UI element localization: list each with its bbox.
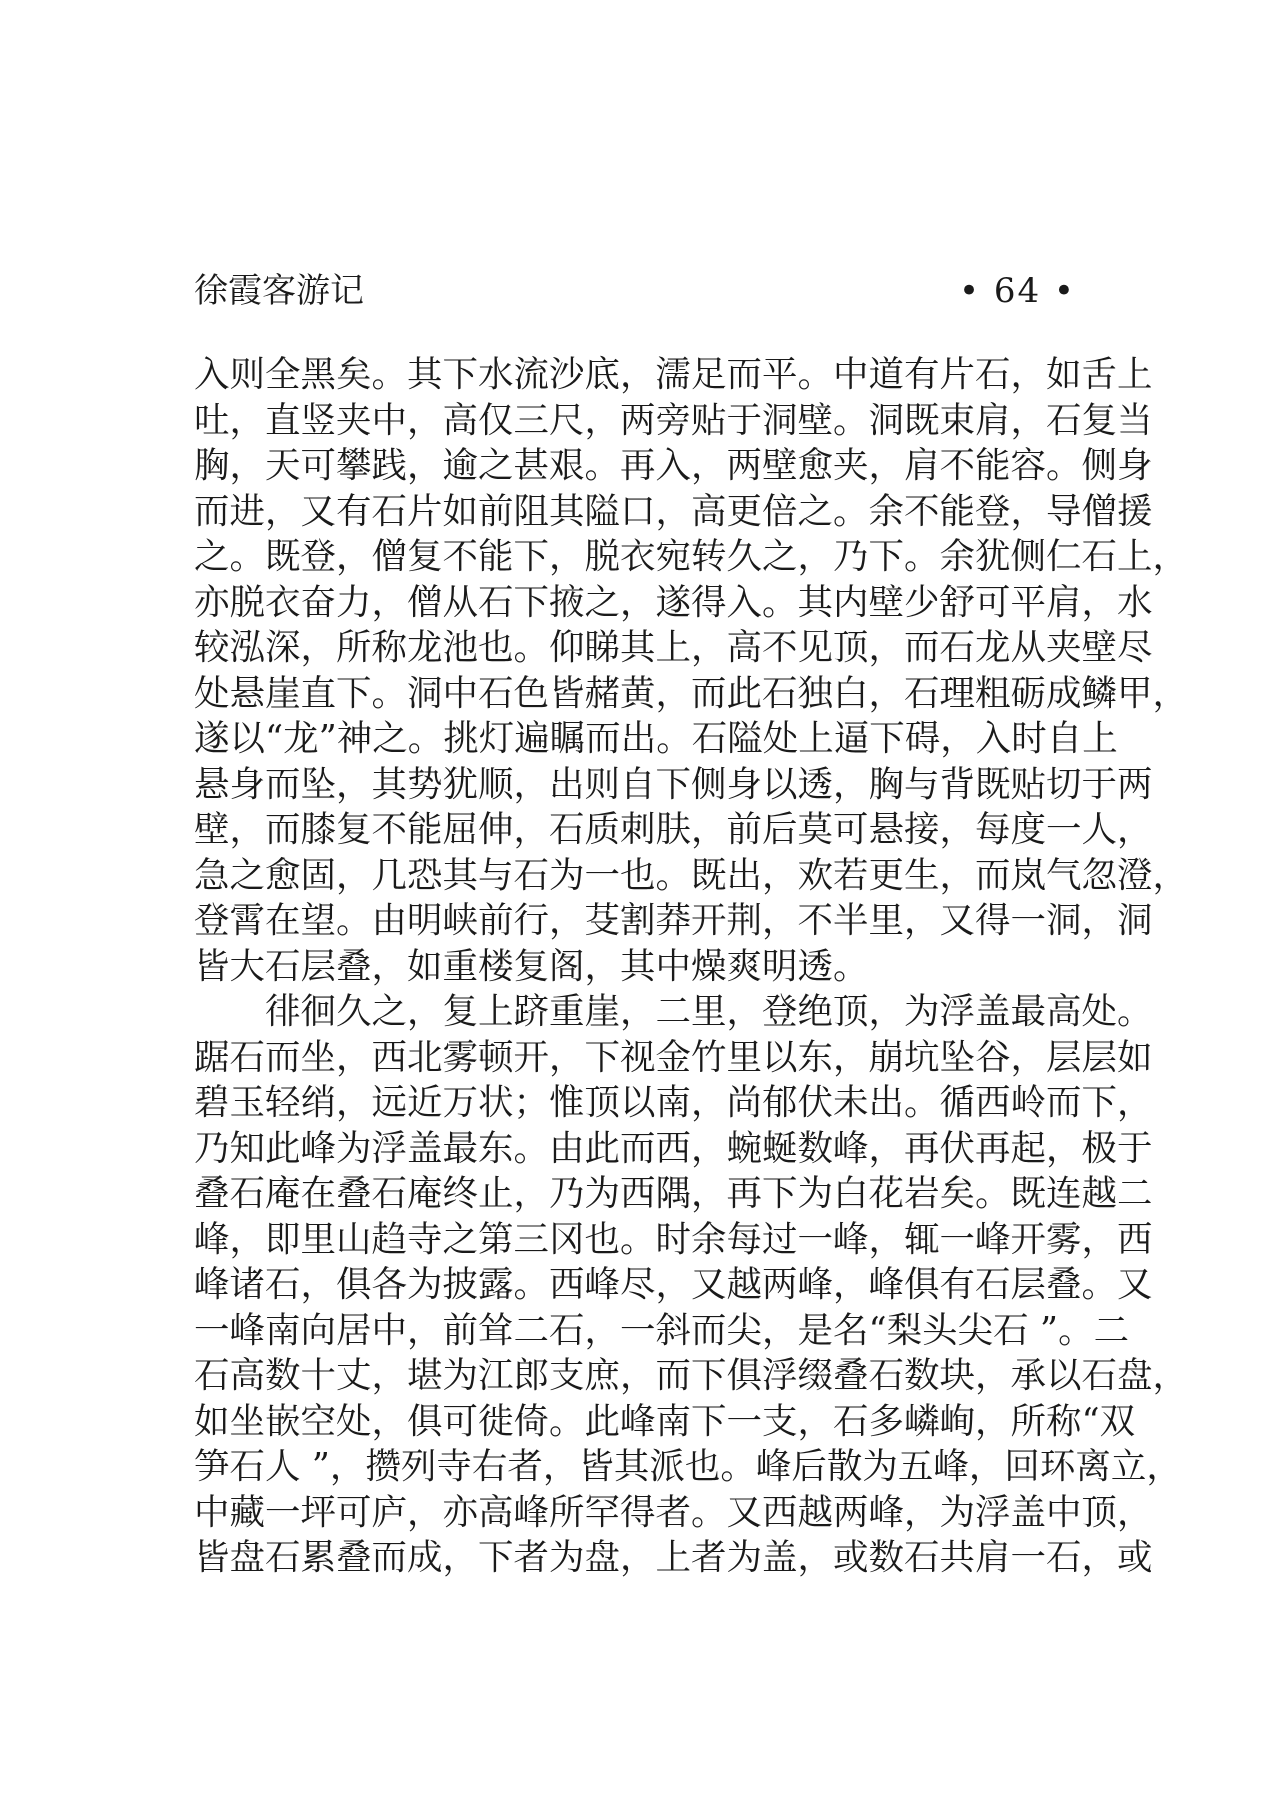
text-line: 乃知此峰为浮盖最东。由此而西，蜿蜒数峰，再伏再起，极于 bbox=[194, 1127, 1153, 1169]
text-line: 胸，天可攀践，逾之甚艰。再入，两壁愈夹，肩不能容。侧身 bbox=[194, 445, 1153, 486]
text-line: 亦脱衣奋力，僧从石下掖之，遂得入。其内壁少舒可平肩，水 bbox=[194, 581, 1153, 623]
text-line: 处悬崖直下。洞中石色皆赭黄，而此石独白，石理粗砺成鳞甲， bbox=[194, 672, 1189, 714]
text-line: 入则全黑矣。其下水流沙底，濡足而平。中道有片石，如舌上 bbox=[194, 354, 1153, 395]
text-line: 吐，直竖夹中，高仅三尺，两旁贴于洞壁。洞既束肩，石复当 bbox=[194, 399, 1153, 441]
text-line: 登霄在望。由明峡前行，芟割莽开荆，不半里，又得一洞，洞 bbox=[194, 900, 1153, 941]
book-title: 徐霞客游记 bbox=[194, 271, 364, 311]
text-line: 皆大石层叠，如重楼复阁，其中燥爽明透。 bbox=[194, 945, 869, 987]
paragraph-start-line: 徘徊久之，复上跻重崖，二里，登绝顶，为浮盖最高处。 bbox=[194, 991, 1153, 1032]
text-line: 悬身而坠，其势犹顺，出则自下侧身以透，胸与背既贴切于两 bbox=[194, 763, 1153, 805]
text-line: 皆盘石累叠而成，下者为盘，上者为盖，或数石共肩一石，或 bbox=[194, 1537, 1153, 1578]
text-line: 叠石庵在叠石庵终止，乃为西隅，再下为白花岩矣。既连越二 bbox=[194, 1173, 1153, 1214]
text-line: 较泓深，所称龙池也。仰睇其上，高不见顶，而石龙从夹壁尽 bbox=[194, 627, 1153, 668]
text-line: 中藏一坪可庐，亦高峰所罕得者。又西越两峰，为浮盖中顶， bbox=[194, 1491, 1153, 1533]
text-line: 之。既登，僧复不能下，脱衣宛转久之，乃下。余犹侧仁石上， bbox=[194, 536, 1189, 577]
text-line: 而进，又有石片如前阻其隘口，高更倍之。余不能登，导僧援 bbox=[194, 490, 1153, 532]
body-text bbox=[194, 352, 1189, 1581]
text-line: 急之愈固，几恐其与石为一也。既出，欢若更生，而岚气忽澄， bbox=[194, 854, 1189, 896]
text-line: 石高数十丈，堪为江郎支庶，而下俱浮缀叠石数块，承以石盘， bbox=[194, 1355, 1189, 1396]
text-line: 踞石而坐，西北雾顿开，下视金竹里以东，崩坑坠谷，层层如 bbox=[194, 1036, 1153, 1078]
text-line: 笋石人 ”，攒列寺右者，皆其派也。峰后散为五峰，回环离立， bbox=[194, 1446, 1182, 1487]
text-line: 峰诸石，俱各为披露。西峰尽，又越两峰，峰俱有石层叠。又 bbox=[194, 1264, 1153, 1305]
running-head bbox=[194, 266, 1076, 316]
text-line: 壁，而膝复不能屈伸，石质刺肤，前后莫可悬接，每度一人， bbox=[194, 809, 1153, 850]
text-line: 碧玉轻绡，远近万状；惟顶以南，尚郁伏未出。循西岭而下， bbox=[194, 1082, 1153, 1123]
text-line: 一峰南向居中，前耸二石，一斜而尖，是名“梨头尖石 ”。二 bbox=[194, 1309, 1130, 1351]
text-line: 遂以“龙”神之。挑灯遍瞩而出。石隘处上逼下碍，入时自上 bbox=[194, 718, 1118, 759]
text-line: 如坐嵌空处，俱可徙倚。此峰南下一支，石多嶙峋，所称“双 bbox=[194, 1400, 1136, 1442]
page-number: • 64 • bbox=[959, 271, 1076, 311]
text-line: 峰，即里山趋寺之第三冈也。时余每过一峰，辄一峰开雾，西 bbox=[194, 1218, 1153, 1260]
